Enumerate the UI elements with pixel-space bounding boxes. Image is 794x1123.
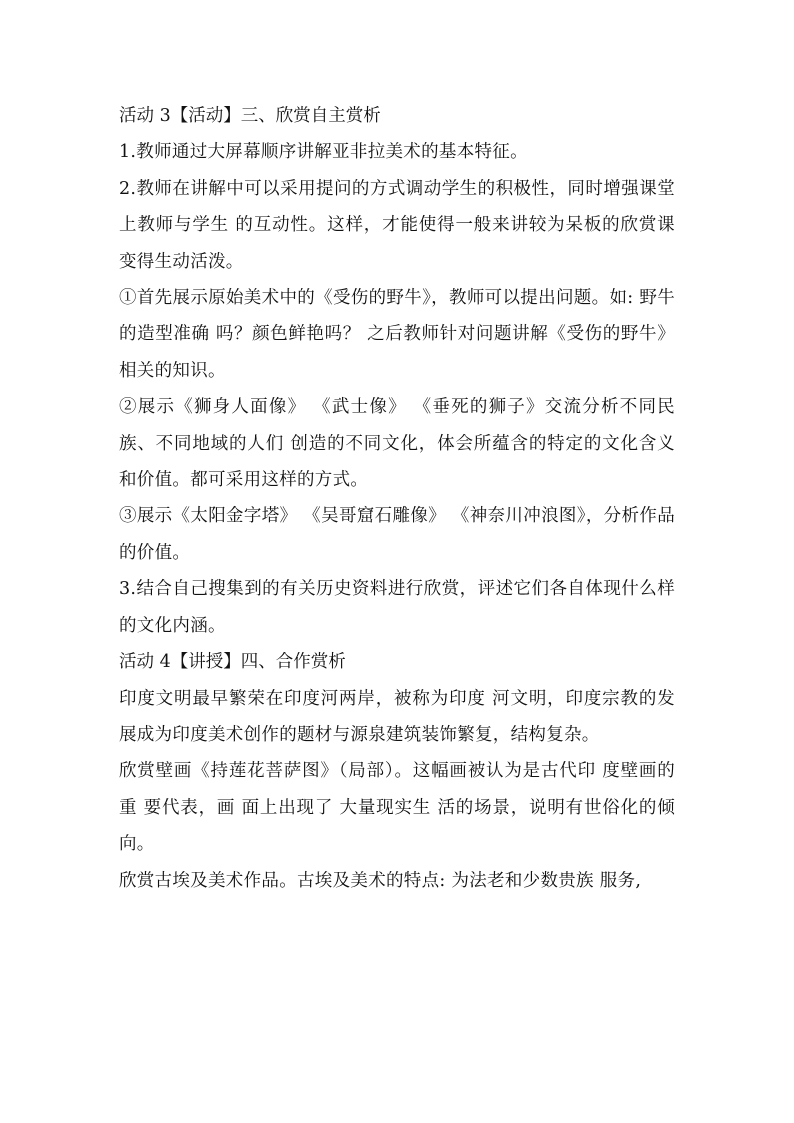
paragraph-3: ①首先展示原始美术中的《受伤的野牛》，教师可以提出问题。如: 野牛的造型准确 吗？颜色鲜艳吗？ 之后教师针对问题讲解《受伤的野牛》相关的知识。 <box>119 288 675 381</box>
paragraph-1: 1.教师通过大屏幕顺序讲解亚非拉美术的基本特征。 <box>119 142 528 163</box>
activity-3-heading: 活动 3【活动】三、欣赏自主赏析 <box>119 106 381 126</box>
paragraph-8: 欣赏壁画《持莲花菩萨图》（局部）。这幅画被认为是古代印 度壁画的重 要代表，画 面上出现了 大量现实生 活的场景，说明有世俗化的倾向。 <box>119 761 675 855</box>
activity-4-heading: 活动 4【讲授】四、合作赏析 <box>119 652 346 673</box>
paragraph-4: ②展示《狮身人面像》 《武士像》 《垂死的狮子》交流分析不同民族、不同地域的人们 创造的不同文化，体会所蕴含的特定的文化含义和价值。都可采用这样的方式。 <box>119 397 675 491</box>
paragraph-6: 3.结合自己搜集到的有关历史资料进行欣赏，评述它们各自体现什么样的文化内涵。 <box>119 579 675 636</box>
paragraph-5: ③展示《太阳金字塔》 《吴哥窟石雕像》 《神奈川冲浪图》，分析作品的价值。 <box>119 506 675 563</box>
paragraph-2: 2.教师在讲解中可以采用提问的方式调动学生的积极性，同时增强课堂上教师与学生 的互动性。这样，才能使得一般来讲较为呆板的欣赏课变得生动活泼。 <box>119 178 675 272</box>
document-body <box>119 98 675 899</box>
paragraph-9: 欣赏古埃及美术作品。古埃及美术的特点: 为法老和少数贵族 服务, <box>119 870 642 891</box>
paragraph-7: 印度文明最早繁荣在印度河两岸，被称为印度 河文明，印度宗教的发展成为印度美术创作的题材与源泉建筑装饰繁复，结构复杂。 <box>119 688 675 745</box>
